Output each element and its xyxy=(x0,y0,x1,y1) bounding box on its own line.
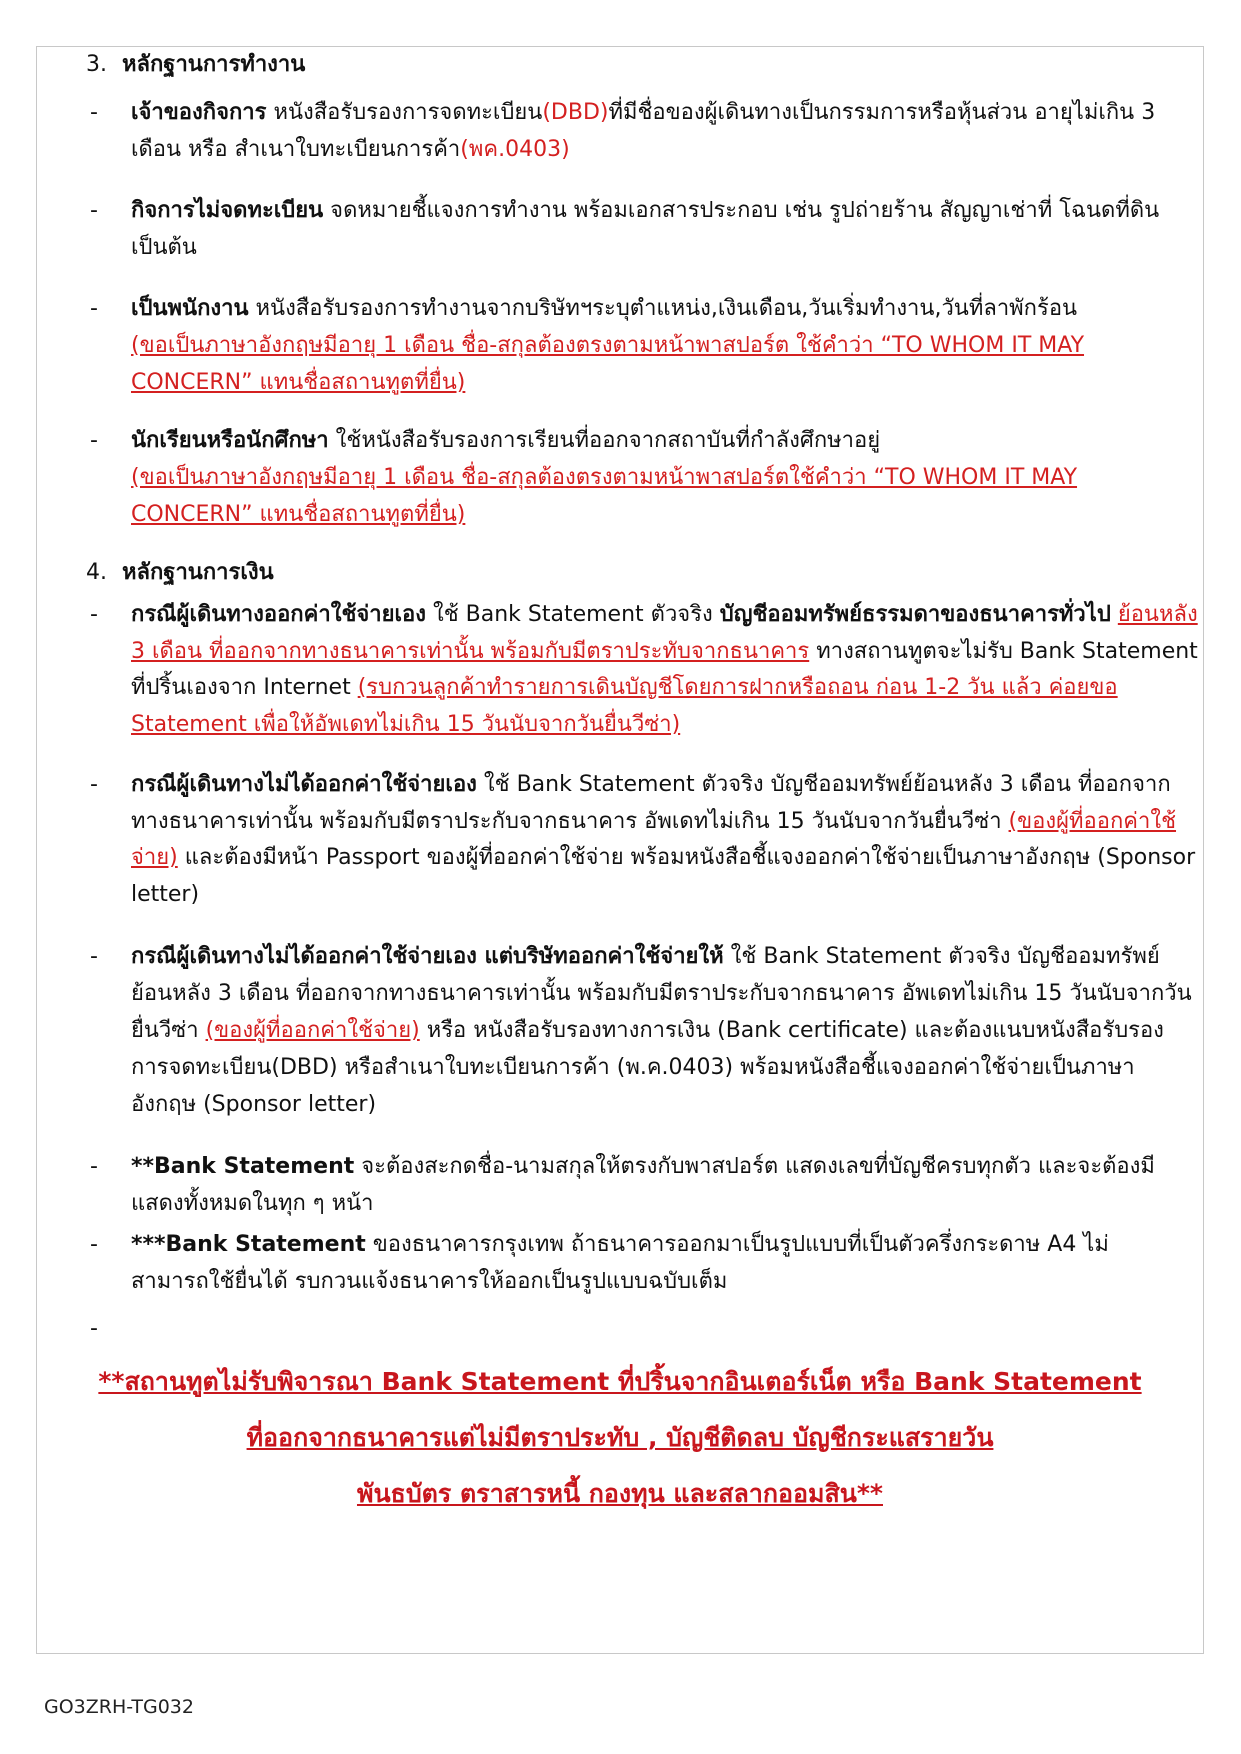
item-text: ทางสถานทูตจะไม่รับ Bank Statement ที่ปริ้นเองจาก Internet xyxy=(131,638,1198,700)
item-text: ใช้ Bank Statement ตัวจริง xyxy=(425,602,720,627)
list-item-student xyxy=(90,422,1200,533)
list-item-sponsored xyxy=(90,767,1200,913)
item-red-text: (ของผู้ที่ออกค่าใช้จ่าย) xyxy=(131,808,1177,870)
item-red-text: (ขอเป็นภาษาอังกฤษมีอายุ 1 เดือน ชื่อ-สกุลต้องตรงตามหน้าพาสปอร์ต ใช้คำว่า “TO WHOM IT MAY CONCERN” แทนชื่อสถานทูตที่ยื่น) xyxy=(131,333,1085,395)
warning-line-2: ที่ออกจากธนาคารแต่ไม่มีตราประทับ , บัญชีติดลบ บัญชีกระแสรายวัน xyxy=(246,1423,994,1452)
item-text: ที่มีชื่อของผู้เดินทางเป็นกรรมการหรือหุ้นส่วน อายุไม่เกิน 3 เดือน หรือ สำเนาใบทะเบียนการค้า xyxy=(131,100,1156,162)
item-label: เป็นพนักงาน xyxy=(131,296,249,321)
item-text: ใช้ Bank Statement ตัวจริง บัญชีออมทรัพย์ย้อนหลัง 3 เดือน ที่ออกจากทางธนาคารเท่านั้น พร้อมกับมีตราประกับจากธนาคาร อัพเดทไม่เกิน 15 วันนับจากวันยื่นวีซ่า xyxy=(131,772,1171,834)
list-item-unregistered-business xyxy=(90,192,1200,266)
section-4-title: หลักฐานการเงิน xyxy=(122,560,274,585)
item-label: ***Bank Statement xyxy=(131,1232,366,1257)
item-text: หนังสือรับรองการทำงานจากบริษัทฯระบุตำแหน่ง,เงินเดือน,วันเริ่มทำงาน,วันที่ลาพักร้อน xyxy=(248,296,1078,321)
bullet-dash: - xyxy=(90,1232,98,1257)
warning-line-3: พันธบัตร ตราสารหนี้ กองทุน และสลากออมสิน** xyxy=(356,1479,883,1508)
list-item-statement-name-note xyxy=(90,1148,1200,1222)
item-label: นักเรียนหรือนักศึกษา xyxy=(131,428,329,453)
list-item-bangkok-bank-note xyxy=(90,1226,1200,1300)
item-red-text: (พค.0403) xyxy=(460,137,570,162)
list-item-self-funded xyxy=(90,597,1200,743)
section-3-title: หลักฐานการทำงาน xyxy=(122,52,306,77)
item-bold-text: บัญชีออมทรัพย์ธรรมดาของธนาคารทั่วไป xyxy=(719,602,1111,627)
item-red-text: (ของผู้ที่ออกค่าใช้จ่าย) xyxy=(205,1018,420,1043)
list-item-company-sponsored xyxy=(90,938,1200,1123)
item-label: กรณีผู้เดินทางไม่ได้ออกค่าใช้จ่ายเอง xyxy=(131,772,477,797)
item-red-text: (DBD) xyxy=(542,100,609,125)
bullet-dash: - xyxy=(90,1316,98,1341)
section-3-number: 3. xyxy=(86,52,107,77)
item-red-text: ย้อนหลัง 3 เดือน ที่ออกจากทางธนาคารเท่านั้น พร้อมกับมีตราประทับจากธนาคาร xyxy=(131,602,1198,664)
item-label: **Bank Statement xyxy=(131,1154,355,1179)
item-text: หรือ หนังสือรับรองทางการเงิน (Bank certificate) และต้องแนบหนังสือรับรองการจดทะเบียน(DBD) หรือสำเนาใบทะเบียนการค้า (พ.ค.0403) พร้อมหนังสือชี้แจงออกค่าใช้จ่ายเป็นภาษาอังกฤษ (Sponsor letter) xyxy=(131,1018,1164,1117)
item-label: กรณีผู้เดินทางออกค่าใช้จ่ายเอง xyxy=(131,602,426,627)
item-label: กิจการไม่จดทะเบียน xyxy=(131,198,324,223)
item-label: เจ้าของกิจการ xyxy=(131,100,267,125)
bullet-dash: - xyxy=(90,944,98,969)
bullet-dash: - xyxy=(90,198,98,223)
list-item-employee xyxy=(90,290,1200,401)
item-text: และต้องมีหน้า Passport ของผู้ที่ออกค่าใช้จ่าย พร้อมหนังสือชี้แจงออกค่าใช้จ่ายเป็นภาษาอังกฤษ (Sponsor letter) xyxy=(131,845,1196,907)
bullet-dash: - xyxy=(90,296,98,321)
item-text: หนังสือรับรองการจดทะเบียน xyxy=(266,100,543,125)
item-text: ใช้ Bank Statement ตัวจริง บัญชีออมทรัพย์ย้อนหลัง 3 เดือน ที่ออกจากทางธนาคารเท่านั้น พร้อมกับมีตราประกับจากธนาคาร อัพเดทไม่เกิน 15 วันนับจากวันยื่นวีซ่า xyxy=(131,944,1192,1043)
bullet-dash: - xyxy=(90,772,98,797)
bullet-dash: - xyxy=(90,1154,98,1179)
bullet-dash: - xyxy=(90,428,98,453)
bullet-dash: - xyxy=(90,602,98,627)
section-4-heading xyxy=(86,558,274,588)
section-4-number: 4. xyxy=(86,560,107,585)
item-text: ของธนาคารกรุงเทพ ถ้าธนาคารออกมาเป็นรูปแบบที่เป็นตัวครึ่งกระดาษ A4 ไม่สามารถใช้ยื่นได้ รบกวนแจ้งธนาคารให้ออกเป็นรูปแบบฉบับเต็ม xyxy=(131,1232,1109,1294)
item-red-text: (ขอเป็นภาษาอังกฤษมีอายุ 1 เดือน ชื่อ-สกุลต้องตรงตามหน้าพาสปอร์ตใช้คำว่า “TO WHOM IT MAY CONCERN” แทนชื่อสถานทูตที่ยื่น) xyxy=(131,465,1078,527)
document-code: GO3ZRH-TG032 xyxy=(44,1696,194,1718)
list-item-business-owner xyxy=(90,94,1200,168)
warning-line-1: **สถานทูตไม่รับพิจารณา Bank Statement ที่ปริ้นจากอินเตอร์เน็ต หรือ Bank Statement xyxy=(98,1367,1142,1396)
item-text: จะต้องสะกดชื่อ-นามสกุลให้ตรงกับพาสปอร์ต แสดงเลขที่บัญชีครบทุกตัว และจะต้องมีแสดงทั้งหมดในทุก ๆ หน้า xyxy=(131,1154,1155,1216)
item-text: ใช้หนังสือรับรองการเรียนที่ออกจากสถาบันที่กำลังศึกษาอยู่ xyxy=(328,428,881,453)
item-label: กรณีผู้เดินทางไม่ได้ออกค่าใช้จ่ายเอง แต่บริษัทออกค่าใช้จ่ายให้ xyxy=(131,944,724,969)
section-3-heading xyxy=(86,50,305,80)
item-red-text: (รบกวนลูกค้าทำรายการเดินบัญชีโดยการฝากหรือถอน ก่อน 1-2 วัน แล้ว ค่อยขอ Statement เพื่อให้อัพเดทไม่เกิน 15 วันนับจากวันยื่นวีซ่า) xyxy=(131,675,1118,737)
item-text: จดหมายชี้แจงการทำงาน พร้อมเอกสารประกอบ เช่น รูปถ่ายร้าน สัญญาเช่าที่ โฉนดที่ดิน เป็นต้น xyxy=(131,198,1160,260)
bullet-dash: - xyxy=(90,100,98,125)
